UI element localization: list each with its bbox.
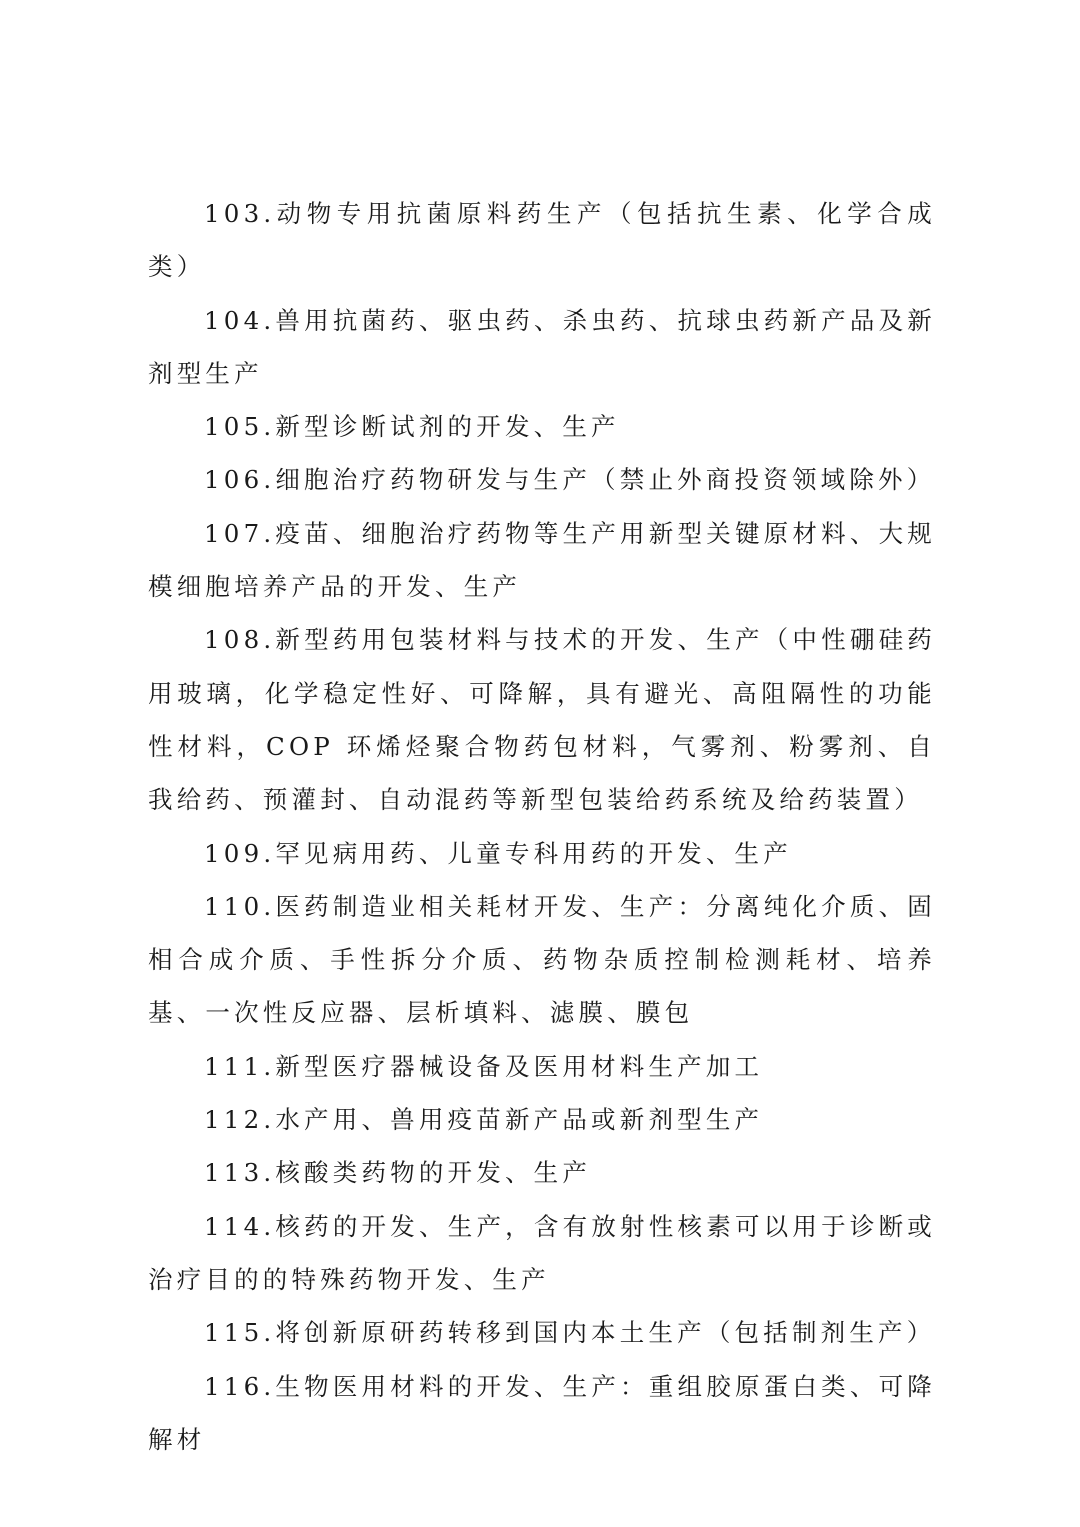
list-item: 109.罕见病用药、儿童专科用药的开发、生产	[204, 838, 792, 868]
list-item: 105.新型诊断试剂的开发、生产	[204, 412, 620, 442]
list-item: 107.疫苗、细胞治疗药物等生产用新型关键原材料、大规模细胞培养产品的开发、生产	[148, 518, 936, 602]
list-item: 113.核酸类药物的开发、生产	[204, 1158, 592, 1188]
list-item: 114.核药的开发、生产，含有放射性核素可以用于诊断或治疗目的的特殊药物开发、生产	[148, 1211, 936, 1294]
list-item: 103.动物专用抗菌原料药生产（包括抗生素、化学合成类）	[148, 199, 936, 282]
list-item: 106.细胞治疗药物研发与生产（禁止外商投资领域除外）	[204, 465, 936, 495]
document-page	[148, 187, 936, 1466]
list-item: 116.生物医用材料的开发、生产：重组胶原蛋白类、可降解材	[148, 1371, 936, 1454]
list-item: 112.水产用、兽用疫苗新产品或新剂型生产	[204, 1105, 764, 1135]
list-item: 110.医药制造业相关耗材开发、生产：分离纯化介质、固相合成介质、手性拆分介质、药物杂质控制检测耗材、培养基、一次性反应器、层析填料、滤膜、膜包	[148, 891, 936, 1028]
list-item: 111.新型医疗器械设备及医用材料生产加工	[204, 1051, 764, 1081]
list-item: 108.新型药用包装材料与技术的开发、生产（中性硼硅药用玻璃，化学稳定性好、可降解，具有避光、高阻隔性的功能性材料，COP 环烯烃聚合物药包材料，气雾剂、粉雾剂、自我给药、预灌封、自动混药等新型包装给药系统及给药装置）	[148, 625, 936, 815]
list-item: 115.将创新原研药转移到国内本土生产（包括制剂生产）	[204, 1318, 936, 1348]
list-item: 104.兽用抗菌药、驱虫药、杀虫药、抗球虫药新产品及新剂型生产	[148, 305, 936, 388]
